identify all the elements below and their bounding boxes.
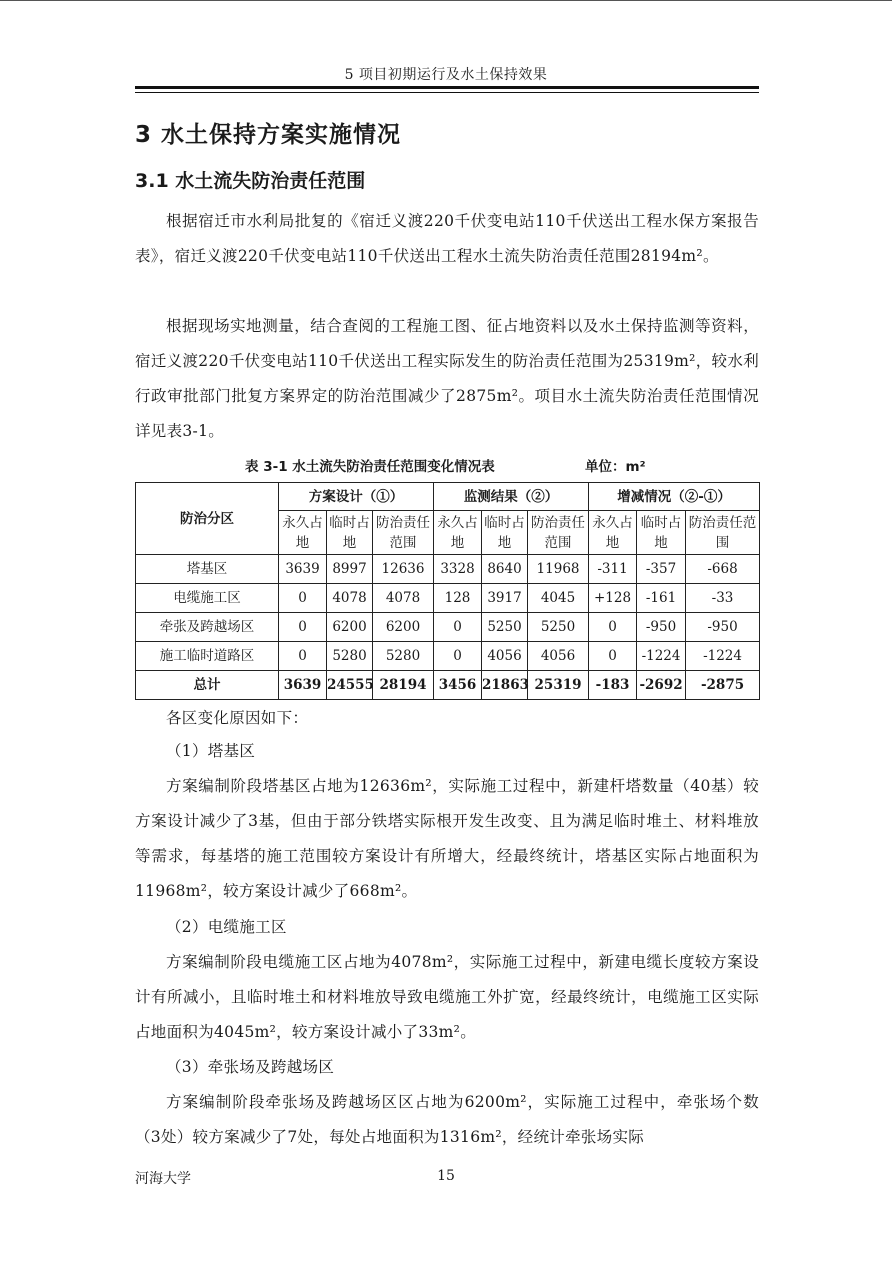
table-cell: -33 xyxy=(686,584,760,613)
footer-institution: 河海大学 xyxy=(135,1171,191,1187)
sub-header-permanent: 永久占地 xyxy=(589,511,637,555)
table-cell: 25319 xyxy=(528,671,589,700)
table-cell: -950 xyxy=(637,613,686,642)
table-cell: 4045 xyxy=(528,584,589,613)
table-cell: 5250 xyxy=(482,613,528,642)
table-cell: -668 xyxy=(686,555,760,584)
table-cell: -311 xyxy=(589,555,637,584)
table-cell: 5280 xyxy=(327,642,373,671)
table-row xyxy=(136,642,760,671)
sub-header-permanent: 永久占地 xyxy=(279,511,327,555)
table-cell: 8997 xyxy=(327,555,373,584)
page-top-border xyxy=(0,0,892,1)
table-cell: -950 xyxy=(686,613,760,642)
table-cell: 6200 xyxy=(373,613,434,642)
zone-name-cell: 塔基区 xyxy=(136,555,279,584)
running-header: 5 项目初期运行及水土保持效果 xyxy=(344,67,548,83)
table-cell: 128 xyxy=(434,584,482,613)
responsibility-area-table xyxy=(135,482,760,700)
table-cell: 8640 xyxy=(482,555,528,584)
table-cell: 4056 xyxy=(528,642,589,671)
table-cell: 4078 xyxy=(327,584,373,613)
group-header-change: 增减情况（②-①） xyxy=(589,483,760,511)
paragraph-tension-zone: 方案编制阶段牵张场及跨越场区区占地为6200m²，实际施工过程中，牵张场个数（3处）较方案减少了7处，每处占地面积为1316m²，经统计牵张场实际 xyxy=(135,1093,759,1146)
table-cell: 3456 xyxy=(434,671,482,700)
group-header-monitoring: 监测结果（②） xyxy=(434,483,589,511)
table-cell: 3917 xyxy=(482,584,528,613)
table-cell: 4056 xyxy=(482,642,528,671)
table-corner-header: 防治分区 xyxy=(136,483,279,555)
heading-cable-zone: （2）电缆施工区 xyxy=(166,918,287,936)
paragraph-reasons-intro: 各区变化原因如下： xyxy=(166,709,309,727)
page-number: 15 xyxy=(437,1168,455,1184)
heading-tension-zone: （3）牵张场及跨越场区 xyxy=(166,1058,335,1076)
subsection-title: 3.1 水土流失防治责任范围 xyxy=(135,170,366,192)
table-cell: 28194 xyxy=(373,671,434,700)
table-cell: -2875 xyxy=(686,671,760,700)
sub-header-permanent: 永久占地 xyxy=(434,511,482,555)
table-cell: -357 xyxy=(637,555,686,584)
zone-name-cell: 牵张及跨越场区 xyxy=(136,613,279,642)
heading-tower-zone: （1）塔基区 xyxy=(166,742,256,760)
table-cell: -161 xyxy=(637,584,686,613)
table-caption-title: 表 3-1 水土流失防治责任范围变化情况表 xyxy=(245,459,495,475)
table-cell: 0 xyxy=(434,613,482,642)
table-cell: 0 xyxy=(279,642,327,671)
table-cell: -1224 xyxy=(686,642,760,671)
sub-header-responsibility: 防治责任范围 xyxy=(686,511,760,555)
section-title: 3 水土保持方案实施情况 xyxy=(135,122,402,148)
table-cell: 3639 xyxy=(279,555,327,584)
table-cell: 0 xyxy=(434,642,482,671)
zone-name-cell: 电缆施工区 xyxy=(136,584,279,613)
table-cell: -1224 xyxy=(637,642,686,671)
zone-name-cell: 总计 xyxy=(136,671,279,700)
table-cell: 24555 xyxy=(327,671,373,700)
sub-header-temporary: 临时占地 xyxy=(637,511,686,555)
table-row xyxy=(136,613,760,642)
table-cell: -2692 xyxy=(637,671,686,700)
header-rule-thick xyxy=(135,86,759,89)
table-cell: 12636 xyxy=(373,555,434,584)
table-cell: 21863 xyxy=(482,671,528,700)
table-unit: 单位：m² xyxy=(585,459,646,475)
table-cell: -183 xyxy=(589,671,637,700)
table-total-row xyxy=(136,671,760,700)
paragraph-survey: 根据现场实地测量，结合查阅的工程施工图、征占地资料以及水土保持监测等资料，宿迁义渡220千伏变电站110千伏送出工程实际发生的防治责任范围为25319m²，较水利行政审批部门批复方案界定的防治范围减少了2875m²。项目水土流失防治责任范围情况详见表3-1。 xyxy=(135,317,759,440)
paragraph-cable-zone: 方案编制阶段电缆施工区占地为4078m²，实际施工过程中，新建电缆长度较方案设计有所减小，且临时堆土和材料堆放导致电缆施工外扩宽，经最终统计，电缆施工区实际占地面积为4045m²，较方案设计减小了33m²。 xyxy=(135,953,759,1041)
table-cell: 4078 xyxy=(373,584,434,613)
table-cell: +128 xyxy=(589,584,637,613)
table-cell: 5280 xyxy=(373,642,434,671)
table-cell: 0 xyxy=(589,613,637,642)
table-row xyxy=(136,584,760,613)
table-cell: 5250 xyxy=(528,613,589,642)
header-rule-thin xyxy=(135,92,759,93)
sub-header-temporary: 临时占地 xyxy=(327,511,373,555)
table-body xyxy=(136,555,760,700)
table-cell: 0 xyxy=(589,642,637,671)
table-cell: 3328 xyxy=(434,555,482,584)
paragraph-approval: 根据宿迁市水利局批复的《宿迁义渡220千伏变电站110千伏送出工程水保方案报告表》，宿迁义渡220千伏变电站110千伏送出工程水土流失防治责任范围28194m²。 xyxy=(135,212,759,265)
sub-header-responsibility: 防治责任范围 xyxy=(528,511,589,555)
table-cell: 6200 xyxy=(327,613,373,642)
table-row xyxy=(136,555,760,584)
sub-header-responsibility: 防治责任范围 xyxy=(373,511,434,555)
table-cell: 3639 xyxy=(279,671,327,700)
zone-name-cell: 施工临时道路区 xyxy=(136,642,279,671)
table-cell: 0 xyxy=(279,584,327,613)
group-header-plan: 方案设计（①） xyxy=(279,483,434,511)
sub-header-temporary: 临时占地 xyxy=(482,511,528,555)
paragraph-tower-zone: 方案编制阶段塔基区占地为12636m²，实际施工过程中，新建杆塔数量（40基）较方案设计减少了3基，但由于部分铁塔实际根开发生改变、且为满足临时堆土、材料堆放等需求，每基塔的施工范围较方案设计有所增大，经最终统计，塔基区实际占地面积为11968m²，较方案设计减少了668m²。 xyxy=(135,777,759,900)
table-cell: 11968 xyxy=(528,555,589,584)
table-cell: 0 xyxy=(279,613,327,642)
